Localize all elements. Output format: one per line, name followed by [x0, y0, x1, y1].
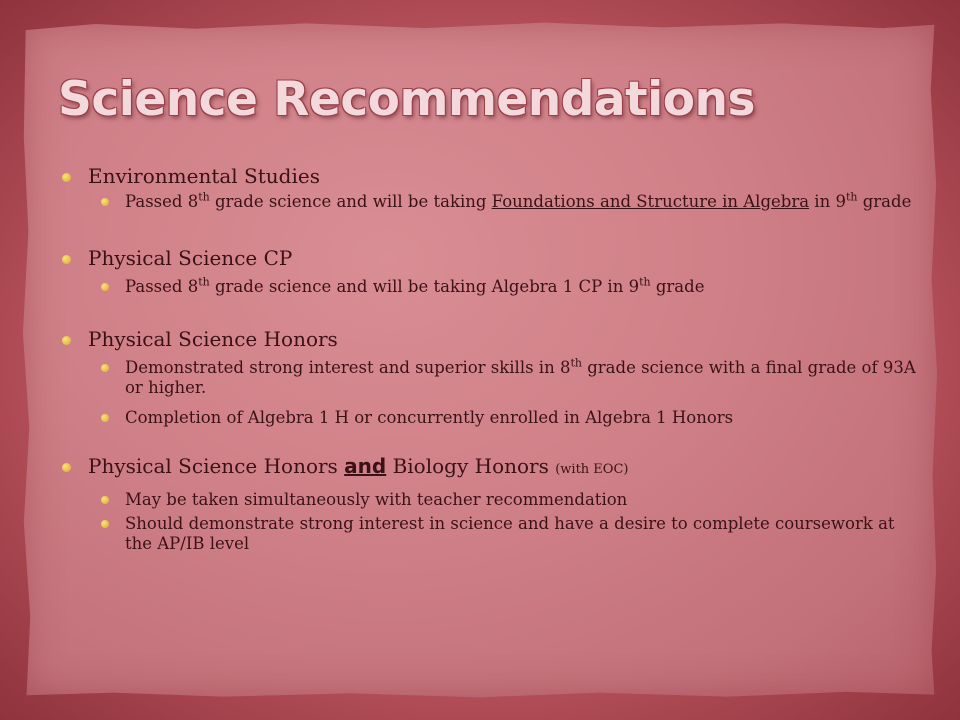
bullet-icon [62, 336, 71, 345]
list-item: May be taken simultaneously with teacher recommendation [62, 490, 922, 510]
bullet-icon [101, 364, 109, 372]
bullet-icon [101, 520, 109, 528]
section-heading: Physical Science CP [62, 244, 922, 272]
bullet-icon [101, 283, 109, 291]
section-heading: Physical Science Honors [62, 325, 922, 353]
bullet-icon [101, 414, 109, 422]
bullet-icon [62, 173, 71, 182]
slide-content [62, 162, 922, 554]
bullet-icon [101, 198, 109, 206]
section-heading: Environmental Studies [62, 162, 922, 190]
list-item: Completion of Algebra 1 H or concurrently enrolled in Algebra 1 Honors [62, 408, 922, 428]
bullet-icon [62, 463, 71, 472]
section-heading: Physical Science Honors and Biology Honors (with EOC) [62, 452, 922, 484]
list-item: Demonstrated strong interest and superior skills in 8th grade science with a final grade of 93A or higher. [62, 358, 922, 398]
bullet-icon [101, 496, 109, 504]
list-item: Passed 8th grade science and will be taking Foundations and Structure in Algebra in 9th grade [62, 192, 922, 212]
list-item: Passed 8th grade science and will be taking Algebra 1 CP in 9th grade [62, 277, 922, 297]
list-item: Should demonstrate strong interest in science and have a desire to complete coursework at the AP/IB level [62, 514, 922, 554]
slide-title: Science Recommendations [58, 72, 755, 127]
bullet-icon [62, 255, 71, 264]
